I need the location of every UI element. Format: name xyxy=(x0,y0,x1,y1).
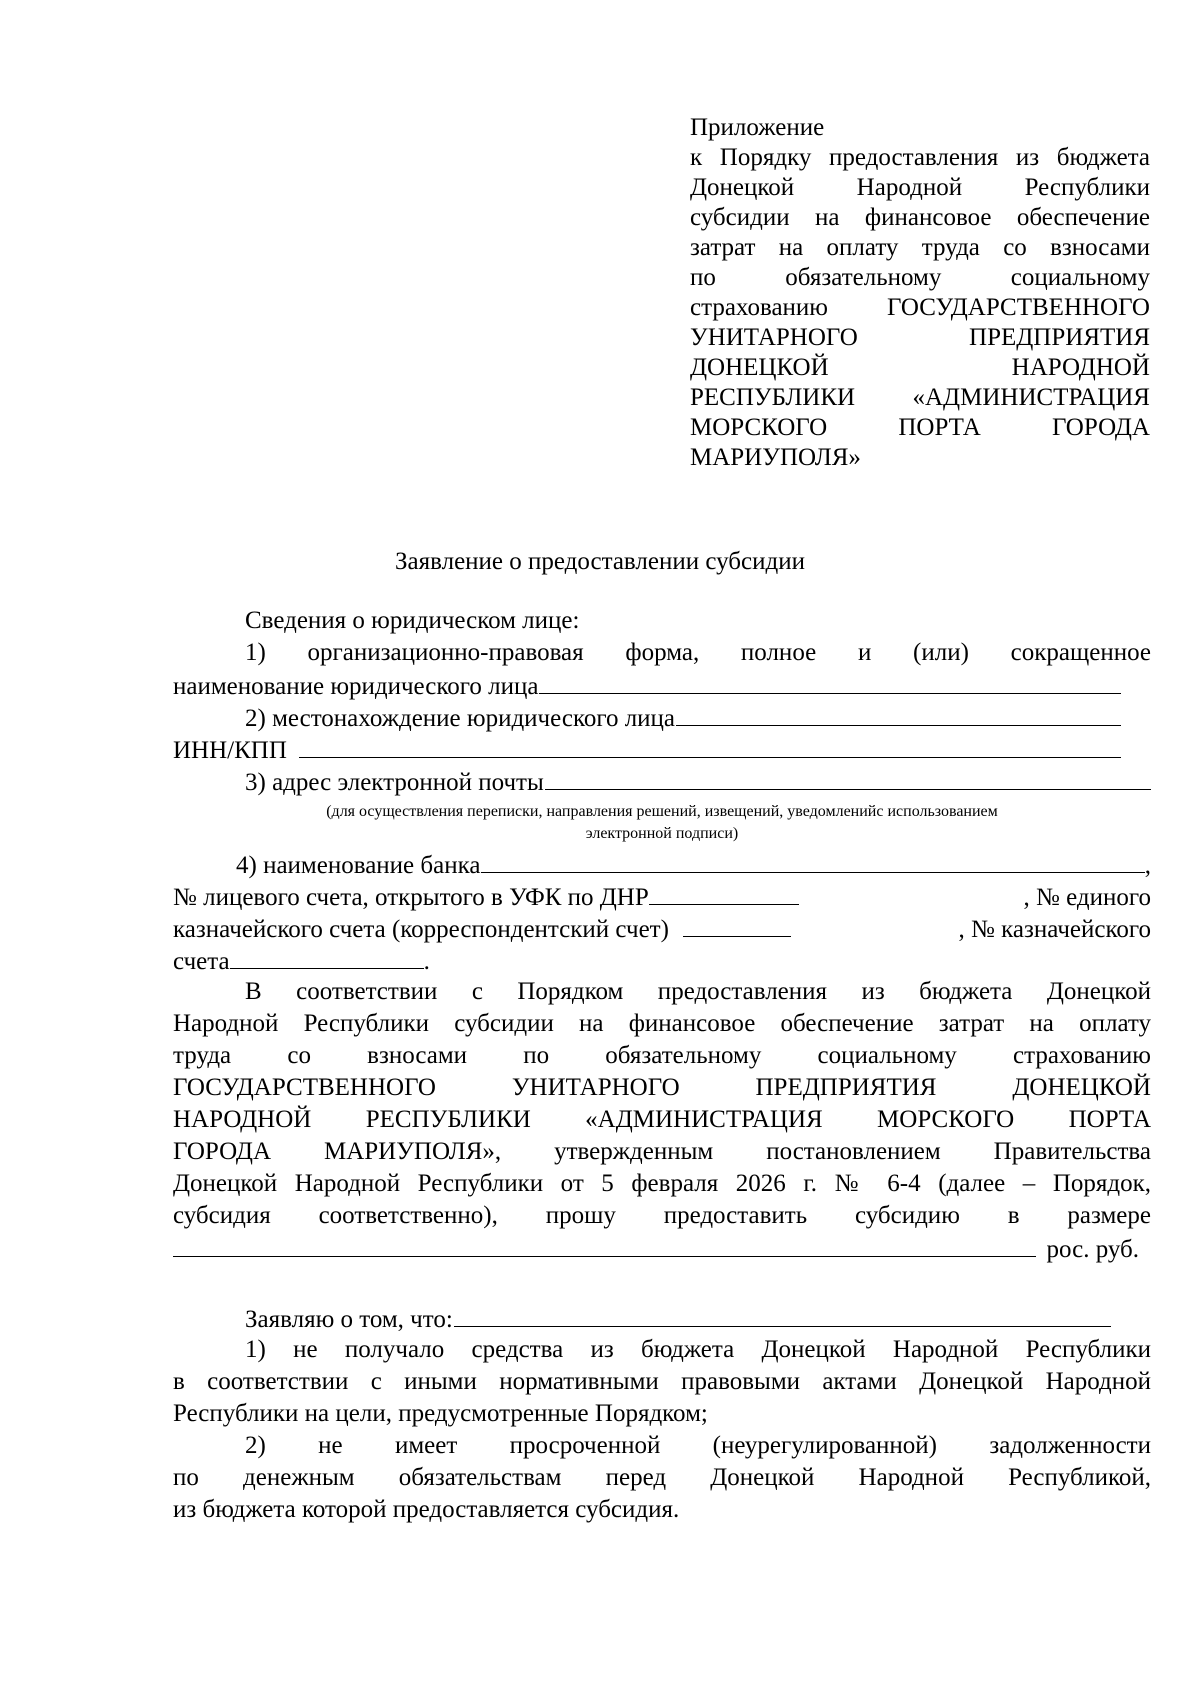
item-1-line-2: наименование юридического лица xyxy=(173,669,1151,701)
request-line: ГОСУДАРСТВЕННОГО УНИТАРНОГО ПРЕДПРИЯТИЯ ДОНЕЦКОЙ xyxy=(173,1074,1151,1101)
legal-entity-section xyxy=(173,605,1151,797)
declaration-item-1-line: 1) не получало средства из бюджета Донецкой Народной Республики xyxy=(245,1336,1151,1363)
declaration-item-1-line: в соответствии с иными нормативными правовыми актами Донецкой Народной xyxy=(173,1368,1151,1395)
item-4-line: 4) наименование банка , xyxy=(173,848,1151,880)
account-line-1: № лицевого счета, открытого в УФК по ДНР , № единого xyxy=(173,880,1151,912)
inn-kpp-line: ИНН/КПП xyxy=(173,733,1151,765)
annex-line: МОРСКОГО ПОРТА ГОРОДА xyxy=(690,414,1150,441)
declaration-item-1-line: Республики на цели, предусмотренные Порядком; xyxy=(173,1400,708,1427)
request-line: Народной Республики субсидии на финансовое обеспечение затрат на оплату xyxy=(173,1010,1151,1037)
annex-line: МАРИУПОЛЯ» xyxy=(690,444,861,471)
bank-name-field[interactable] xyxy=(481,848,1144,873)
declaration-heading-line: Заявляю о том, что: xyxy=(173,1302,1151,1334)
request-line: ГОРОДА МАРИУПОЛЯ», утвержденным постановлением Правительства xyxy=(173,1138,1151,1165)
account-line-3: счета . xyxy=(173,944,1151,976)
annex-line: затрат на оплату труда со взносами xyxy=(690,234,1150,261)
request-line: Донецкой Народной Республики от 5 февраля 2026 г. № 6-4 (далее – Порядок, xyxy=(173,1170,1151,1197)
annex-line: Донецкой Народной Республики xyxy=(690,174,1150,201)
email-field[interactable] xyxy=(545,765,1151,790)
inn-kpp-field[interactable] xyxy=(299,733,1121,758)
annex-line: по обязательному социальному xyxy=(690,264,1150,291)
annex-line: ДОНЕЦКОЙ НАРОДНОЙ xyxy=(690,354,1150,381)
annex-line: Приложение xyxy=(690,114,825,141)
section-heading: Сведения о юридическом лице: xyxy=(245,607,580,634)
annex-block xyxy=(690,113,1150,473)
personal-account-field[interactable] xyxy=(649,880,799,905)
request-line: субсидия соответственно), прошу предоставить субсидию в размере xyxy=(173,1202,1151,1229)
declaration-item-2-line: 2) не имеет просроченной (неурегулированной) задолженности xyxy=(245,1432,1151,1459)
item-3-line: 3) адрес электронной почты xyxy=(173,765,1151,797)
annex-line: страхованию ГОСУДАРСТВЕННОГО xyxy=(690,294,1150,321)
request-line: НАРОДНОЙ РЕСПУБЛИКИ «АДМИНИСТРАЦИЯ МОРСКОГО ПОРТА xyxy=(173,1106,1151,1133)
account-line-1-end: , № единого xyxy=(1023,884,1151,911)
declaration-section xyxy=(173,1302,1151,1526)
amount-line: рос. руб. xyxy=(173,1232,1151,1264)
account-line-2-end: , № казначейского xyxy=(958,916,1151,943)
email-note: (для осуществления переписки, направления решений, извещений, уведомленийс использованием электронной подписи) xyxy=(326,803,998,842)
document-title: Заявление о предоставлении субсидии xyxy=(395,548,805,575)
item-2-line: 2) местонахождение юридического лица xyxy=(173,701,1151,733)
declaration-item-2-line: по денежным обязательствам перед Донецкой Народной Республикой, xyxy=(173,1464,1151,1491)
treasury-account-field[interactable] xyxy=(230,944,424,969)
declaration-field[interactable] xyxy=(454,1302,1111,1327)
amount-field[interactable] xyxy=(173,1232,1036,1257)
request-line: В соответствии с Порядком предоставления из бюджета Донецкой xyxy=(245,978,1151,1005)
declaration-item-2-line: из бюджета которой предоставляется субсидия. xyxy=(173,1496,680,1523)
annex-line: РЕСПУБЛИКИ «АДМИНИСТРАЦИЯ xyxy=(690,384,1150,411)
annex-line: УНИТАРНОГО ПРЕДПРИЯТИЯ xyxy=(690,324,1150,351)
account-line-2: казначейского счета (корреспондентский счет) , № казначейского xyxy=(173,912,1151,944)
item-1-line-1: 1) организационно-правовая форма, полное и (или) сокращенное xyxy=(245,639,1151,666)
annex-line: к Порядку предоставления из бюджета xyxy=(690,144,1150,171)
annex-line: субсидии на финансовое обеспечение xyxy=(690,204,1150,231)
request-paragraph xyxy=(173,976,1151,1264)
correspondent-account-field[interactable] xyxy=(683,912,791,937)
bank-section xyxy=(173,848,1151,976)
organization-name-field[interactable] xyxy=(539,669,1121,694)
location-field[interactable] xyxy=(676,701,1121,726)
request-line: труда со взносами по обязательному социальному страхованию xyxy=(173,1042,1151,1069)
